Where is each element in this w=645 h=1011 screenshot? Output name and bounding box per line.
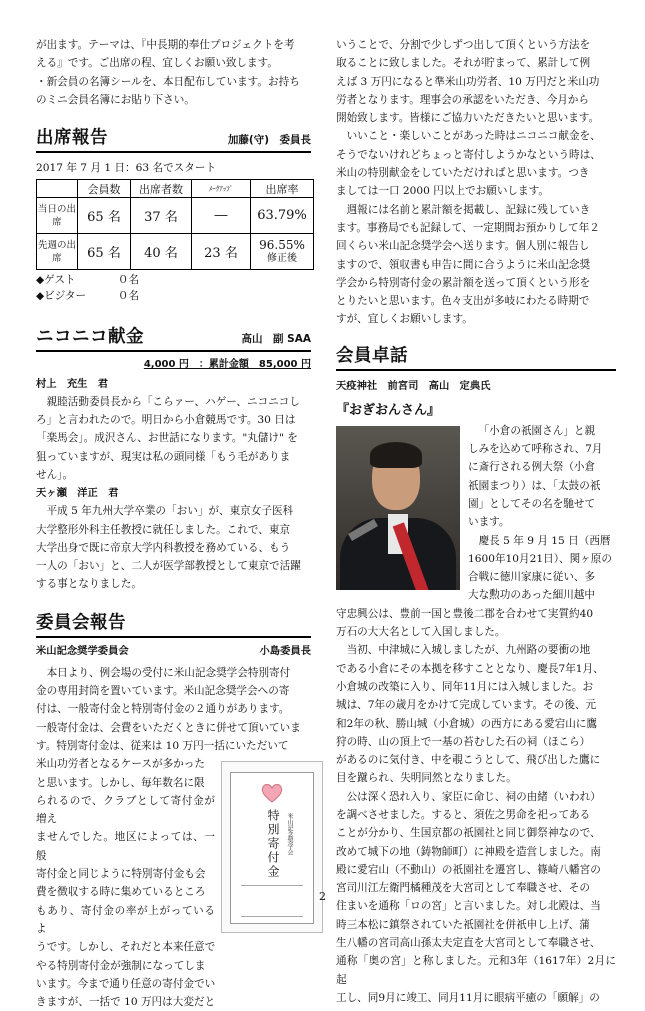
envelope-title: 特別寄付金: [266, 809, 280, 880]
table-row: 会員数 出席者数 ﾒｰｸｱｯﾌﾟ 出席率: [37, 180, 314, 198]
intro-text: が出ます。テーマは、『中長期的奉仕プロジェクトを考 える』です。ご出席の程、宜しくお願い致します。 ・新会員の名簿シールを、本日配布しています。お持ち のミニ会員名簿にお貼り下さい。: [36, 39, 300, 106]
niko-amount: 4,000 円 ：累計金額 85,000 円: [143, 359, 311, 371]
section-title: ニコニコ献金: [36, 327, 144, 348]
divider: [36, 636, 311, 638]
table-row: 当日の出席 65 名 37 名 ― 63.79%: [37, 198, 314, 234]
committee-name: 米山記念奨学委員会: [36, 644, 129, 657]
divider: [336, 369, 616, 371]
attendance-header: [36, 119, 311, 153]
attendance-table: [36, 179, 314, 270]
right-column: [336, 36, 616, 1007]
guest-count: ◆ゲスト ０名: [36, 274, 140, 287]
talk-header: [336, 337, 616, 371]
niko-message: 親睦活動委員長から「こらァー、ハゲー、ニコニコし ろ」と言われたので。明日から小倉競馬です。30 日は 「楽馬会」。成沢さん、お世話になります。"丸儲け" を 狙っていますが、現実は私の頭同様「もう毛がありま せん」。: [36, 395, 300, 481]
divider: [36, 350, 311, 352]
section-title: 委員会報告: [36, 612, 126, 633]
committee-continued: いうことで、分割で少しずつ出して頂くという方法を 取ることに致しました。それが貯まって、累計して例 えば 3 万円になると準米山功労者、10 万円だと米山功 労者となります。理事会の承認をいただき、今月から 開始致します。皆様にご協力いただきたいと思います。 いいこと・楽しいことがあった時はニコニコ献金を、 そうでないけれどちょっと寄付しようかなという時は、 米山の特別献金をしていただければと思います。つき ましては一口 2000 円以上でお願いします。 週報には名前と累計額を掲載し、記録に残していき ます。事務局でも記録して、一定期間お預かりして年２ 回くらい米山記念奨学会へ送ります。個人別に報告し ますので、領収書も申告に間に合うように米山記念奨 学会から特別寄付金の累計額を送って頂くという形を とりたいと思います。色々支出が多岐にわたる時期で すが、宜しくお願いします。: [336, 39, 601, 326]
committee-chair: 小島委員長: [259, 644, 311, 657]
attendance-start: 2017 年 7 月 1 日：63 名でスタート: [36, 162, 217, 175]
section-title: 会員卓話: [336, 345, 408, 366]
speaker-name: 天疫神社 前宮司 高山 定典氏: [336, 379, 491, 392]
member-name: 天ヶ瀬 洋正 君: [36, 487, 119, 500]
heart-icon: [261, 783, 283, 803]
table-row: 先週の出席 65 名 40 名 23 名 96.55% 修正後: [37, 234, 314, 270]
member-name: 村上 充生 君: [36, 377, 109, 390]
talk-subject: 『おぎおんさん』: [336, 402, 441, 418]
reporter: 加藤(守) 委員長: [227, 134, 311, 147]
reporter: 高山 副 SAA: [241, 333, 311, 346]
committee-header: [36, 604, 311, 638]
talk-body: 「小倉の祇園さん」と親 しみを込めて呼称され、7月 に斎行される例大祭（小倉 祇園まつり）は、「太鼓の祇 園」としてその名を馳せて います。 慶長 5 年 9 月 15 日（西暦 1600年10月21日）、関ヶ原の 合戦に徳川家康に従い、多 大な勲功のあった細川越中 守忠興公は、豊前一国と豊後二郡を合わせて実質約40 万石の大大名として入国しました。 当初、中津城に入城しましたが、九州路の要衝の地 である小倉にその本拠を移すこととなり、慶長7年1月、 小倉城の改築に入り、同年11月には入城しました。お 城は、7年の歳月をかけて完成しています。その後、元 和2年の秋、勝山城（小倉城）の西方にある愛宕山に鷹 狩の時、山の頂上で一基の苔むした石の祠（ほこら） があるのに気付き、中を覗こうとして、飛び出した鷹に 目を蹴られ、失明同然となりました。 公は深く恐れ入り、家臣に命じ、祠の由緒（いわれ） を調べさせました。すると、須佐之男命を祀ってある ことが分かり、生国京都の祇園社と同じ御祭神なので、 改めて城下の地（鋳物師町）に神殿を造営しました。南 殿に愛宕山（不動山）の祇園社を遷宮し、篠崎八幡宮の 宮司川江左衛門橘種茂を大宮司として奉職させ、その 住まいを通称「ロの宮」と言いました。対し北殿は、当 時三本松に鎮祭されていた祇園社を併祇申し上げ、蒲 生八幡の宮司高山孫太夫定直を大宮司として奉職させ、 通称「奥の宮」と称しました。元和3年（1617年）2月に起 工し、同9月に竣工、同月11月に眼病平癒の「願解」の: [336, 424, 616, 1004]
visitor-count: ◆ビジター ０名: [36, 290, 140, 303]
divider: [36, 151, 311, 153]
left-column: [36, 36, 311, 1011]
niko-message: 平成 5 年九州大学卒業の「おい」が、東京女子医科 大学整形外科主任教授に就任しました。これで、東京 大学出身で既に帝京大学内科教授を務めている、もう 一人の「おい」と、二人が医学部教授として東京で活躍 する事となりました。: [36, 505, 301, 591]
page-number: 2: [319, 890, 326, 903]
committee-body: 本日より、例会場の受付に米山記念奨学会特別寄付 金の専用封筒を置いています。米山記念奨学会への寄 付は、一般寄付金と特別寄付金の２通りがあります。 一般寄付金は、会費をいただくときに併せて頂いていま す。特別寄付金は、従来は 10 万円一括にいただいて 特別寄付金 米山記念奨学会 米山功労者となるケースが多かった と思います。しかし、毎年数名に限 られるので、クラブとして寄付金が増え ませんでした。地区によっては、一般 寄付金と同じように特別寄付金も会 費を徴収する時に集めているところ もあり、寄付金の率が上がっているよ うです。しかし、それだと本来任意で やる特別寄付金が強制になってしま います。今まで通り任意の寄付金でい きますが、一括で 10 万円は大変だと: [36, 664, 311, 1011]
envelope-photo: [221, 761, 323, 933]
speaker-photo: [336, 426, 460, 590]
niko-header: [36, 318, 311, 352]
envelope-subtitle: 米山記念奨学会: [286, 813, 293, 856]
section-title: 出席報告: [36, 128, 108, 149]
